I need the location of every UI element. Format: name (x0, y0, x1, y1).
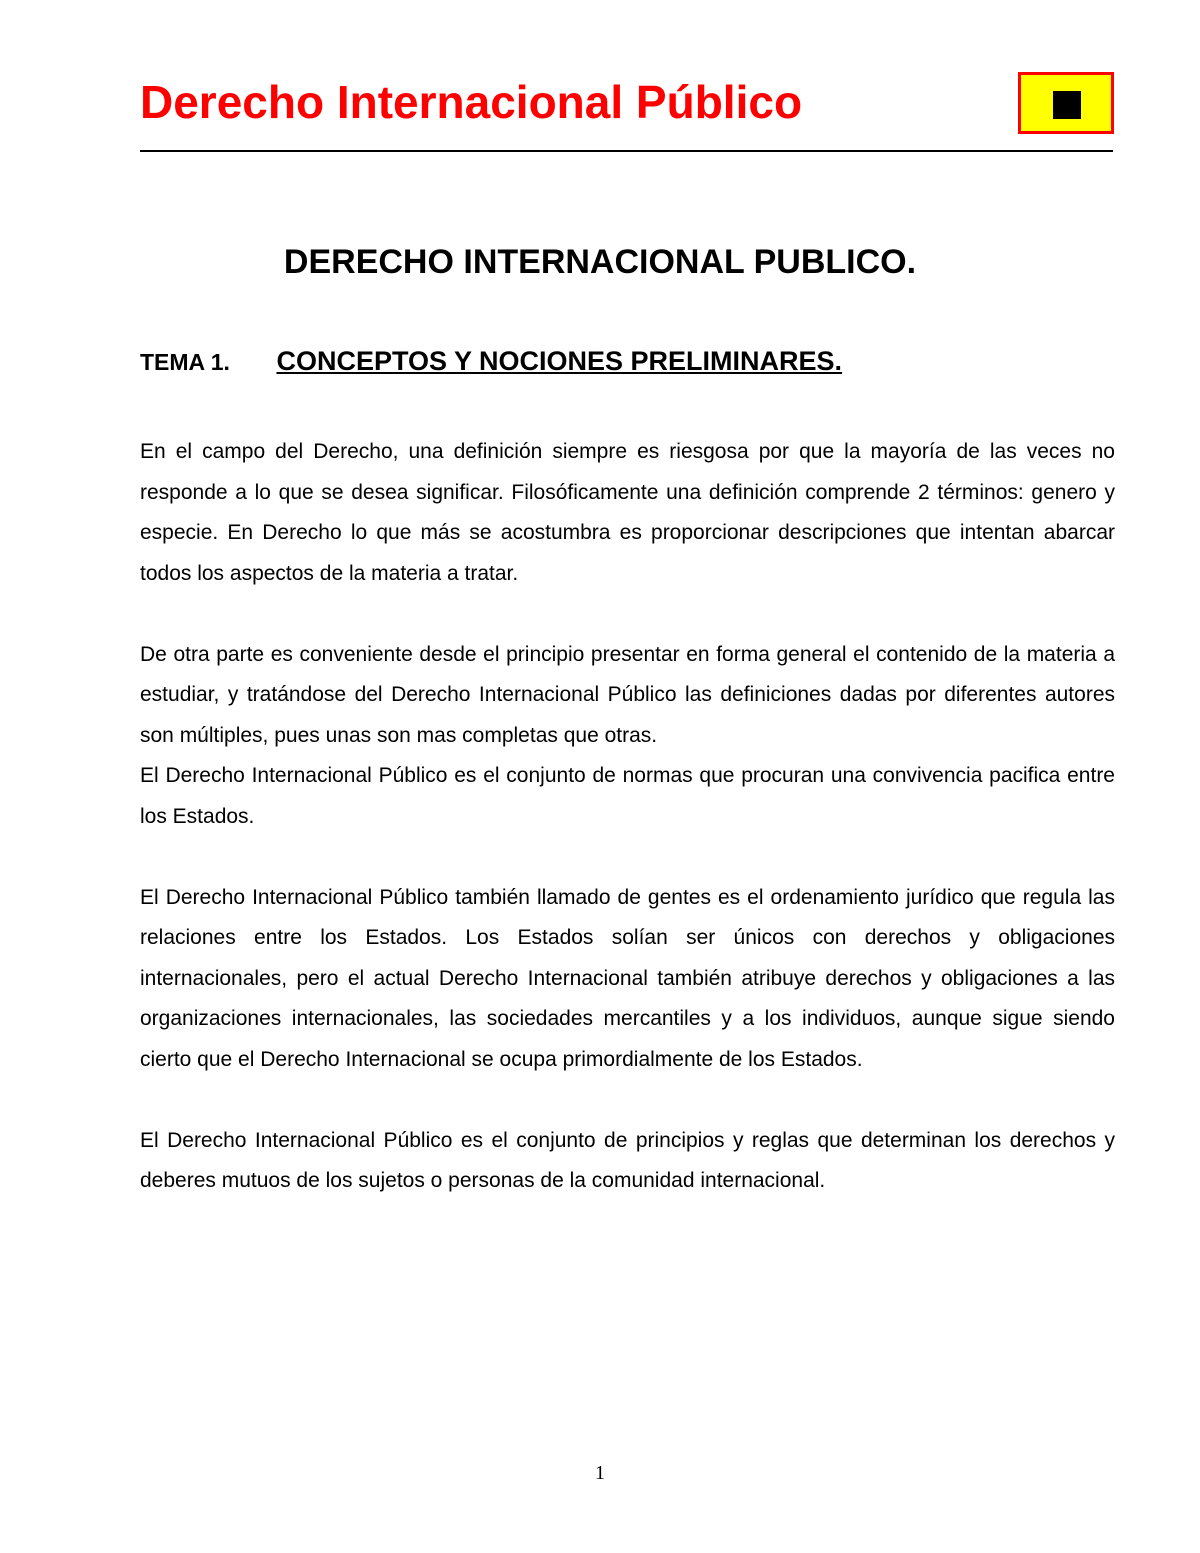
paragraph: El Derecho Internacional Público es el conjunto de normas que procuran una convivencia pacifica entre los Estados. (140, 764, 1115, 828)
paragraph: En el campo del Derecho, una definición siempre es riesgosa por que la mayoría de las veces no responde a lo que se desea significar. Filosóficamente una definición comprende 2 términos: genero y especie. En Derecho lo que más se acostumbra es proporcionar descripciones que intentan abarcar todos los aspectos de la materia a tratar. (140, 440, 1115, 585)
header-badge (1018, 72, 1114, 134)
header-rule (140, 150, 1113, 152)
body-text (140, 432, 1115, 1202)
paragraph: De otra parte es conveniente desde el principio presentar en forma general el contenido de la materia a estudiar, y tratándose del Derecho Internacional Público las definiciones dadas por diferentes autores son múltiples, pues unas son mas completas que otras. (140, 642, 1115, 747)
header-title: Derecho Internacional Público (140, 76, 803, 128)
paragraph: El Derecho Internacional Público también llamado de gentes es el ordenamiento jurídico que regula las relaciones entre los Estados. Los Estados solían ser únicos con derechos y obligaciones internacionales, pero el actual Derecho Internacional también atribuye derechos y obligaciones a las organizaciones internacionales, las sociedades mercantiles y a los individuos, aunque sigue siendo cierto que el Derecho Internacional se ocupa primordialmente de los Estados. (140, 885, 1115, 1071)
paragraph: El Derecho Internacional Público es el conjunto de principios y reglas que determinan los derechos y deberes mutuos de los sujetos o personas de la comunidad internacional. (140, 1128, 1115, 1192)
tema-heading: CONCEPTOS Y NOCIONES PRELIMINARES. (276, 346, 843, 376)
section-heading (140, 341, 842, 386)
document-title: DERECHO INTERNACIONAL PUBLICO. (283, 243, 917, 281)
page-number: 1 (595, 1462, 605, 1484)
black-square-icon (1053, 91, 1081, 119)
tema-label: TEMA 1. (140, 349, 230, 375)
